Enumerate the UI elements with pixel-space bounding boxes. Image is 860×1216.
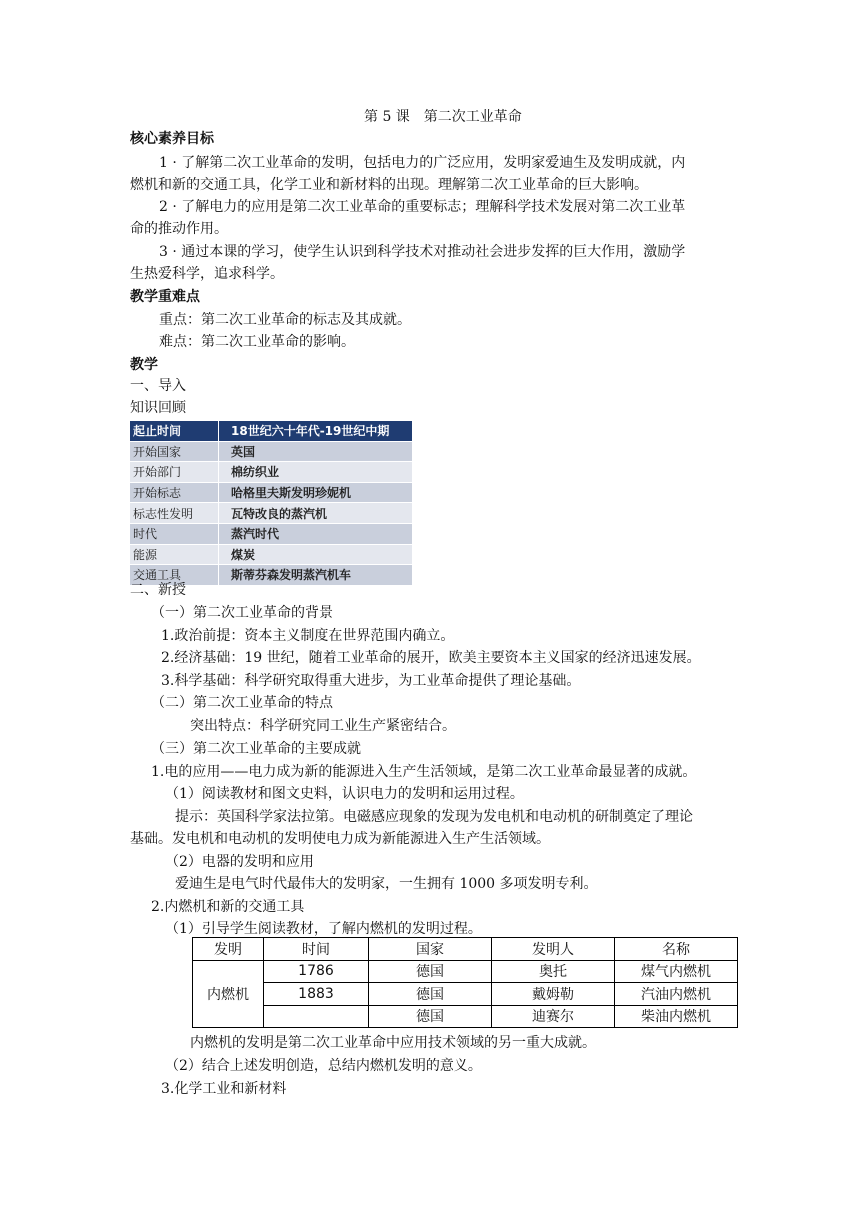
edison-text: 爱迪生是电气时代最伟大的发明家，一生拥有 1000 多项发明专利。 <box>175 876 598 892</box>
review-key: 起止时间 <box>130 421 219 441</box>
invention-row <box>193 960 738 983</box>
feature-heading: （二）第二次工业革命的特点 <box>151 695 333 711</box>
invention-header-cell: 国家 <box>369 938 492 961</box>
invention-inventor: 奥托 <box>492 960 615 983</box>
new-lesson-heading: 二、新授 <box>130 582 186 598</box>
review-value: 哈格里夫斯发明珍妮机 <box>219 482 413 503</box>
bg-item: 2.经济基础：19 世纪，随着工业革命的展开，欧美主要资本主义国家的经济迅速发展。 <box>161 650 701 666</box>
review-key: 标志性发明 <box>130 503 219 524</box>
bg-item: 1.政治前提：资本主义制度在世界范围内确立。 <box>161 628 455 644</box>
hint-line: 提示：英国科学家法拉第。电磁感应现象的发现为发电机和电动机的研制奠定了理论 <box>175 809 693 825</box>
invention-country: 德国 <box>369 983 492 1006</box>
review-value: 斯蒂芬森发明蒸汽机车 <box>219 565 413 586</box>
review-label: 知识回顾 <box>130 400 186 416</box>
key-focus: 重点：第二次工业革命的标志及其成就。 <box>159 312 411 328</box>
goal-line: 燃机和新的交通工具，化学工业和新材料的出现。理解第二次工业革命的巨大影响。 <box>130 177 648 193</box>
achievement-heading: （三）第二次工业革命的主要成就 <box>151 741 361 757</box>
invention-name: 柴油内燃机 <box>615 1005 738 1028</box>
key-heading: 教学重难点 <box>130 289 200 305</box>
goal-line: 命的推动作用。 <box>130 221 228 237</box>
invention-row <box>193 1005 738 1028</box>
review-row <box>130 421 412 441</box>
achievement-subitem: （2）电器的发明和应用 <box>165 854 314 870</box>
review-value: 18世纪六十年代-19世纪中期 <box>219 421 413 441</box>
review-row <box>130 482 412 503</box>
goal-line: 3 · 通过本课的学习，使学生认识到科学技术对推动社会进步发挥的巨大作用，激励学 <box>159 244 686 260</box>
achievement-item: 2.内燃机和新的交通工具 <box>151 899 305 915</box>
review-row <box>130 441 412 462</box>
review-key: 能源 <box>130 544 219 565</box>
review-table <box>130 421 412 586</box>
review-value: 棉纺织业 <box>219 462 413 483</box>
invention-row <box>193 983 738 1006</box>
review-value: 蒸汽时代 <box>219 523 413 544</box>
teach-heading: 教学 <box>130 357 158 373</box>
hint-line: 基础。发电机和电动机的发明使电力成为新能源进入生产生活领域。 <box>130 831 550 847</box>
invention-header-cell: 名称 <box>615 938 738 961</box>
invention-header-row <box>193 938 738 961</box>
bg-heading: （一）第二次工业革命的背景 <box>151 605 333 621</box>
review-row <box>130 544 412 565</box>
goal-line: 1 · 了解第二次工业革命的发明，包括电力的广泛应用，发明家爱迪生及发明成就，内 <box>159 155 686 171</box>
achievement-subitem: （1）引导学生阅读教材，了解内燃机的发明过程。 <box>165 921 482 937</box>
key-difficulty: 难点：第二次工业革命的影响。 <box>159 334 355 350</box>
review-row <box>130 503 412 524</box>
invention-header-cell: 发明人 <box>492 938 615 961</box>
review-row <box>130 462 412 483</box>
invention-country: 德国 <box>369 960 492 983</box>
review-key: 开始部门 <box>130 462 219 483</box>
achievement-item: 3.化学工业和新材料 <box>161 1081 287 1097</box>
achievement-item: 1.电的应用——电力成为新的能源进入生产生活领域，是第二次工业革命最显著的成就。 <box>151 764 697 780</box>
invention-header-cell: 时间 <box>264 938 369 961</box>
invention-name: 汽油内燃机 <box>615 983 738 1006</box>
bg-item: 3.科学基础：科学研究取得重大进步，为工业革命提供了理论基础。 <box>161 673 581 689</box>
invention-time <box>264 1005 369 1028</box>
invention-inventor: 戴姆勒 <box>492 983 615 1006</box>
invention-group-cell: 内燃机 <box>193 960 264 1028</box>
review-key: 交通工具 <box>130 565 219 586</box>
invention-inventor: 迪赛尔 <box>492 1005 615 1028</box>
invention-table <box>192 937 738 1028</box>
review-value: 瓦特改良的蒸汽机 <box>219 503 413 524</box>
feature-text: 突出特点：科学研究同工业生产紧密结合。 <box>190 718 456 734</box>
achievement-subitem: （2）结合上述发明创造，总结内燃机发明的意义。 <box>165 1058 482 1074</box>
review-value: 英国 <box>219 441 413 462</box>
review-key: 时代 <box>130 523 219 544</box>
review-key: 开始标志 <box>130 482 219 503</box>
goal-line: 生热爱科学，追求科学。 <box>130 266 284 282</box>
intro-heading: 一、导入 <box>130 378 186 394</box>
achievement-subitem: （1）阅读教材和图文史料，认识电力的发明和运用过程。 <box>165 786 524 802</box>
goals-heading: 核心素养目标 <box>130 131 214 147</box>
review-key: 开始国家 <box>130 441 219 462</box>
goal-line: 2 · 了解电力的应用是第二次工业革命的重要标志；理解科学技术发展对第二次工业革 <box>159 199 686 215</box>
invention-time: 1786 <box>264 960 369 983</box>
review-value: 煤炭 <box>219 544 413 565</box>
engine-note: 内燃机的发明是第二次工业革命中应用技术领域的另一重大成就。 <box>190 1035 596 1051</box>
invention-name: 煤气内燃机 <box>615 960 738 983</box>
review-row <box>130 523 412 544</box>
invention-time: 1883 <box>264 983 369 1006</box>
invention-header-cell: 发明 <box>193 938 264 961</box>
invention-country: 德国 <box>369 1005 492 1028</box>
page-title: 第 5 课 第二次工业革命 <box>364 109 522 125</box>
